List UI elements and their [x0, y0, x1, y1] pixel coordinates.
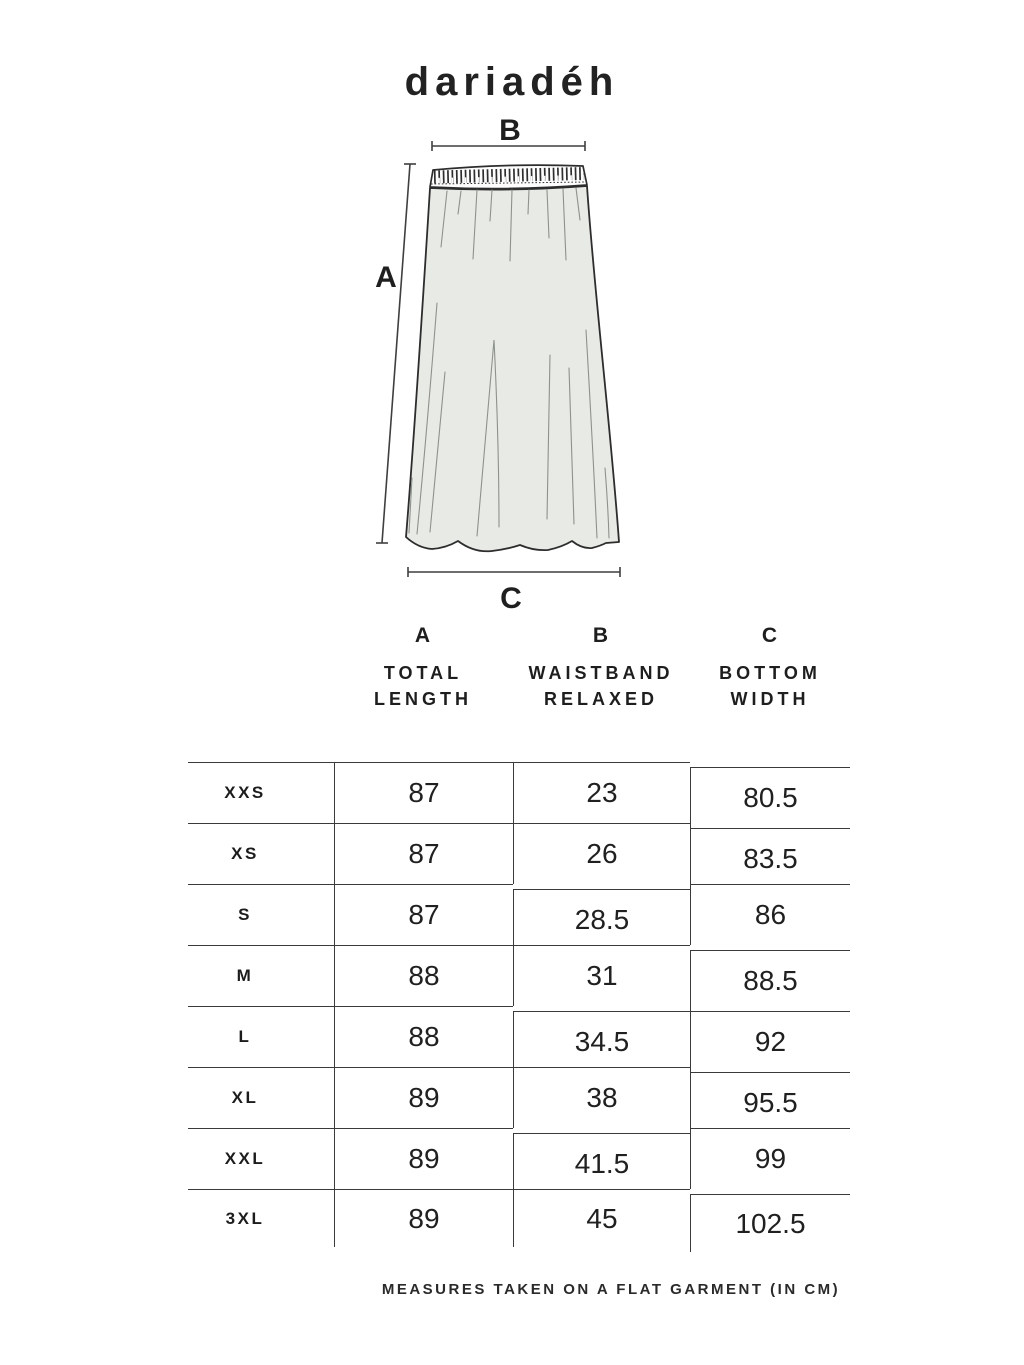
table-cell: 28.5	[513, 889, 690, 950]
table-cell: 89	[334, 1189, 513, 1247]
column-name-total-length: TOTAL LENGTH	[374, 663, 472, 709]
waistband	[430, 165, 587, 189]
table-cell: 26	[513, 823, 690, 884]
table-cell: 83.5	[690, 828, 850, 889]
size-label: L	[188, 1006, 334, 1067]
table-cell: 89	[334, 1128, 513, 1189]
size-label: XXL	[188, 1128, 334, 1189]
table-cell: 41.5	[513, 1133, 690, 1194]
measurement-note: MEASURES TAKEN ON A FLAT GARMENT (IN CM)	[381, 1281, 841, 1298]
column-header-bottom-width	[670, 624, 870, 712]
brand-logo: dariadéh	[404, 60, 620, 104]
table-cell: 23	[513, 762, 690, 823]
column-name-bottom-width: BOTTOM WIDTH	[719, 663, 821, 709]
table-cell: 38	[513, 1067, 690, 1128]
table-cell: 45	[513, 1189, 690, 1247]
size-label: XS	[188, 823, 334, 884]
table-cell: 87	[334, 823, 513, 884]
measure-line-c	[408, 567, 620, 577]
size-label: XXS	[188, 762, 334, 823]
size-label: XL	[188, 1067, 334, 1128]
skirt-technical-sketch	[350, 115, 660, 615]
measure-label-c: C	[500, 582, 522, 615]
column-key-b: B	[592, 624, 610, 647]
table-cell: 88	[334, 945, 513, 1006]
table-cell: 99	[690, 1128, 850, 1189]
table-cell: 88.5	[690, 950, 850, 1011]
table-cell: 102.5	[690, 1194, 850, 1252]
size-label: M	[188, 945, 334, 1006]
size-table	[188, 762, 850, 1247]
table-cell: 92	[690, 1011, 850, 1072]
table-cell: 95.5	[690, 1072, 850, 1133]
column-name-waistband-relaxed: WAISTBAND RELAXED	[528, 663, 674, 709]
column-header-total-length	[323, 624, 523, 712]
table-cell: 87	[334, 762, 513, 823]
measure-label-a: A	[375, 261, 397, 294]
table-cell: 86	[690, 884, 850, 945]
table-cell: 87	[334, 884, 513, 945]
table-cell: 34.5	[513, 1011, 690, 1072]
column-key-c: C	[761, 624, 779, 647]
measure-label-b: B	[499, 115, 521, 147]
size-label: 3XL	[188, 1189, 334, 1247]
table-cell: 80.5	[690, 767, 850, 828]
column-key-a: A	[414, 624, 432, 647]
size-label: S	[188, 884, 334, 945]
table-cell: 31	[513, 945, 690, 1006]
table-cell: 89	[334, 1067, 513, 1128]
skirt-body	[406, 186, 619, 551]
table-cell: 88	[334, 1006, 513, 1067]
